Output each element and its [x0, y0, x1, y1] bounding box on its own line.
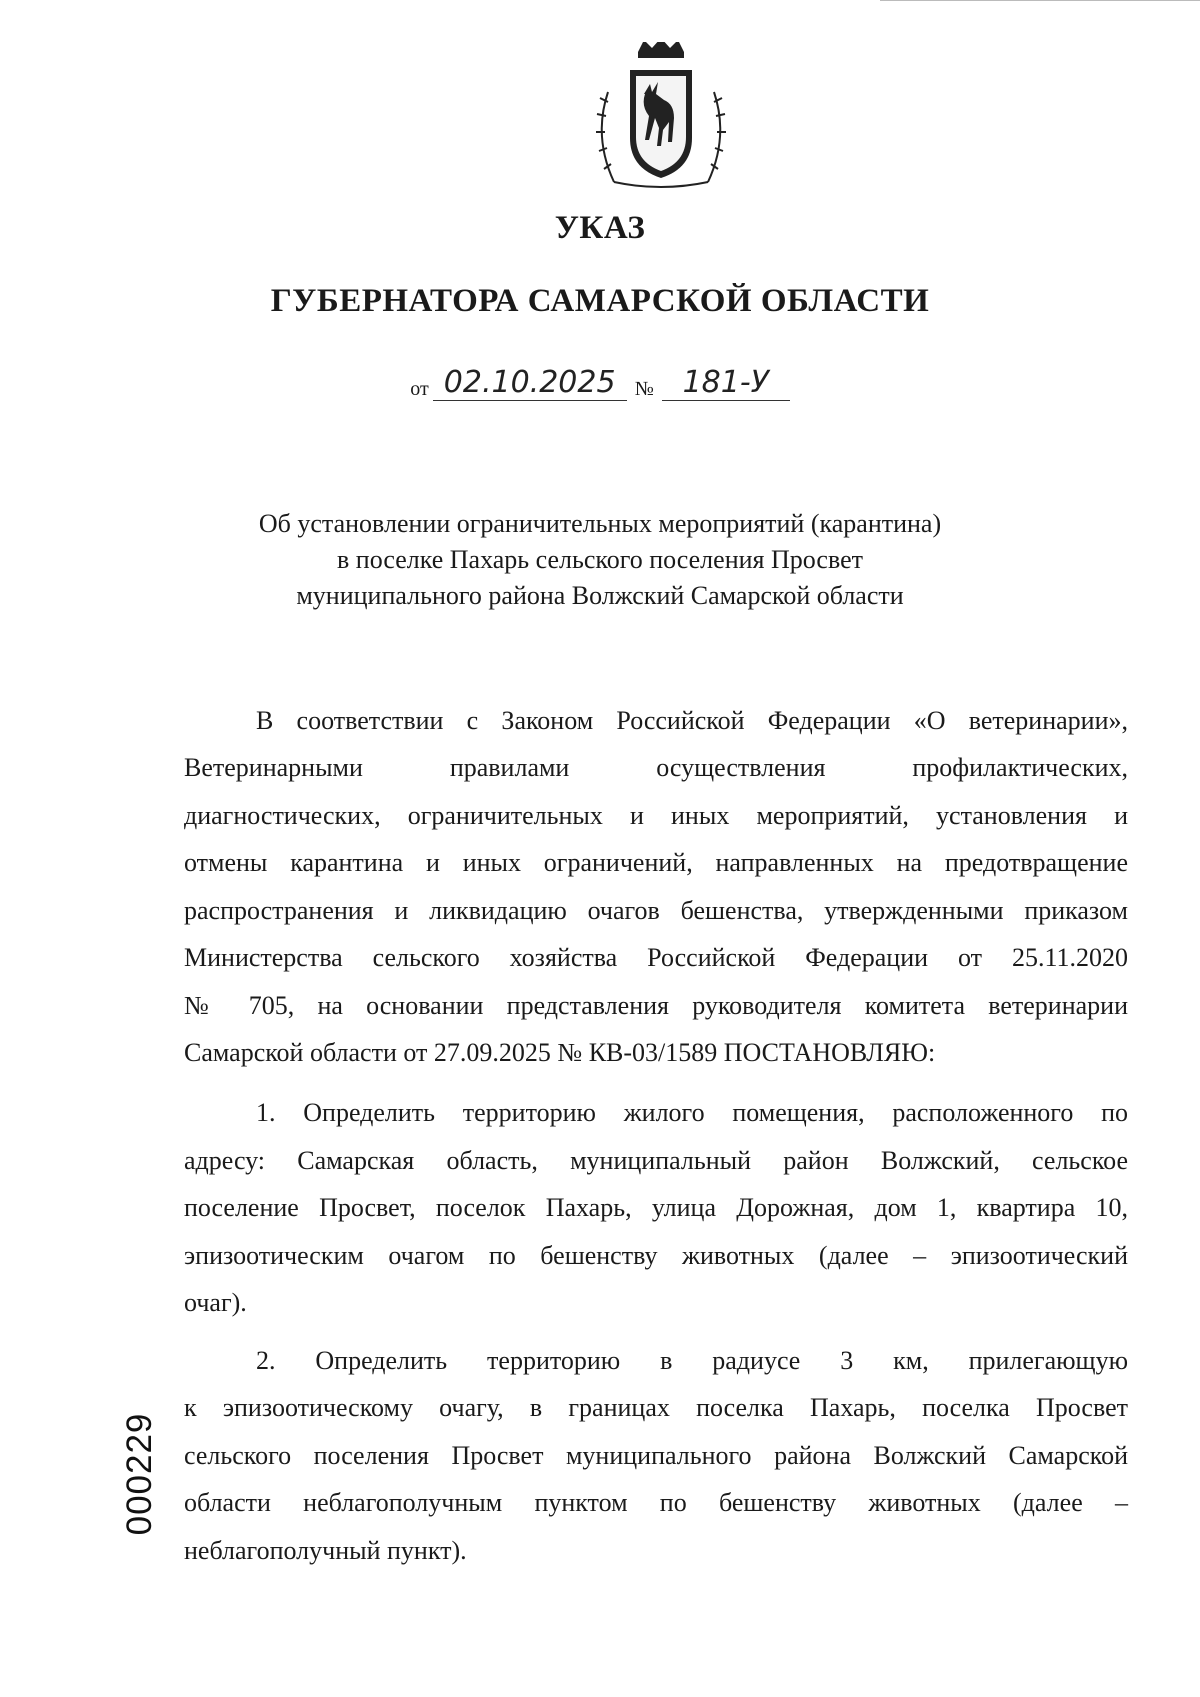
signing-date: 02.10.2025	[433, 366, 627, 401]
issuer-title: ГУБЕРНАТОРА САМАРСКОЙ ОБЛАСТИ	[270, 283, 930, 319]
number-prefix: №	[634, 378, 654, 400]
body-line: В соответствии с Законом Российской Федерации «О ветеринарии»,	[256, 706, 1128, 735]
subject-line: Об установлении ограничительных мероприятий (карантина)	[258, 509, 942, 538]
body-line: сельского поселения Просвет муниципального района Волжский Самарской	[184, 1441, 1128, 1470]
body-line: Самарской области от 27.09.2025 № КВ-03/1589 ПОСТАНОВЛЯЮ:	[184, 1038, 936, 1067]
subject-line: в поселке Пахарь сельского поселения Просвет	[337, 545, 863, 574]
side-serial-stamp: 000229	[120, 1412, 159, 1536]
samara-coat-of-arms-icon	[594, 42, 728, 190]
decree-number: 181-У	[662, 366, 790, 401]
body-line: 1. Определить территорию жилого помещения, расположенного по	[256, 1098, 1128, 1127]
body-line: к эпизоотическому очагу, в границах поселка Пахарь, поселка Просвет	[184, 1393, 1128, 1422]
body-line: Ветеринарными правилами осуществления профилактических,	[184, 753, 1128, 782]
body-line: Министерства сельского хозяйства Российской Федерации от 25.11.2020	[184, 943, 1128, 972]
top-edge-mark	[880, 0, 1200, 1]
body-line: адресу: Самарская область, муниципальный район Волжский, сельское	[184, 1146, 1128, 1175]
subject-line: муниципального района Волжский Самарской области	[296, 581, 904, 610]
body-line: распространения и ликвидацию очагов бешенства, утвержденными приказом	[184, 896, 1128, 925]
body-line: № 705, на основании представления руководителя комитета ветеринарии	[184, 991, 1128, 1020]
body-line: эпизоотическим очагом по бешенству животных (далее – эпизоотический	[184, 1241, 1128, 1270]
date-prefix: от	[410, 378, 429, 400]
body-line: очаг).	[184, 1288, 247, 1317]
date-number-line	[0, 366, 1200, 401]
body-line: области неблагополучным пунктом по бешенству животных (далее –	[184, 1488, 1128, 1517]
body-line: поселение Просвет, поселок Пахарь, улица Дорожная, дом 1, квартира 10,	[184, 1193, 1128, 1222]
decree-subject	[0, 506, 1200, 614]
body-line: отмены карантина и иных ограничений, направленных на предотвращение	[184, 848, 1128, 877]
body-line: 2. Определить территорию в радиусе 3 км, прилегающую	[256, 1346, 1128, 1375]
body-line: неблагополучный пункт).	[184, 1536, 467, 1565]
body-line: диагностических, ограничительных и иных мероприятий, установления и	[184, 801, 1128, 830]
document-title: УКАЗ	[554, 210, 646, 246]
